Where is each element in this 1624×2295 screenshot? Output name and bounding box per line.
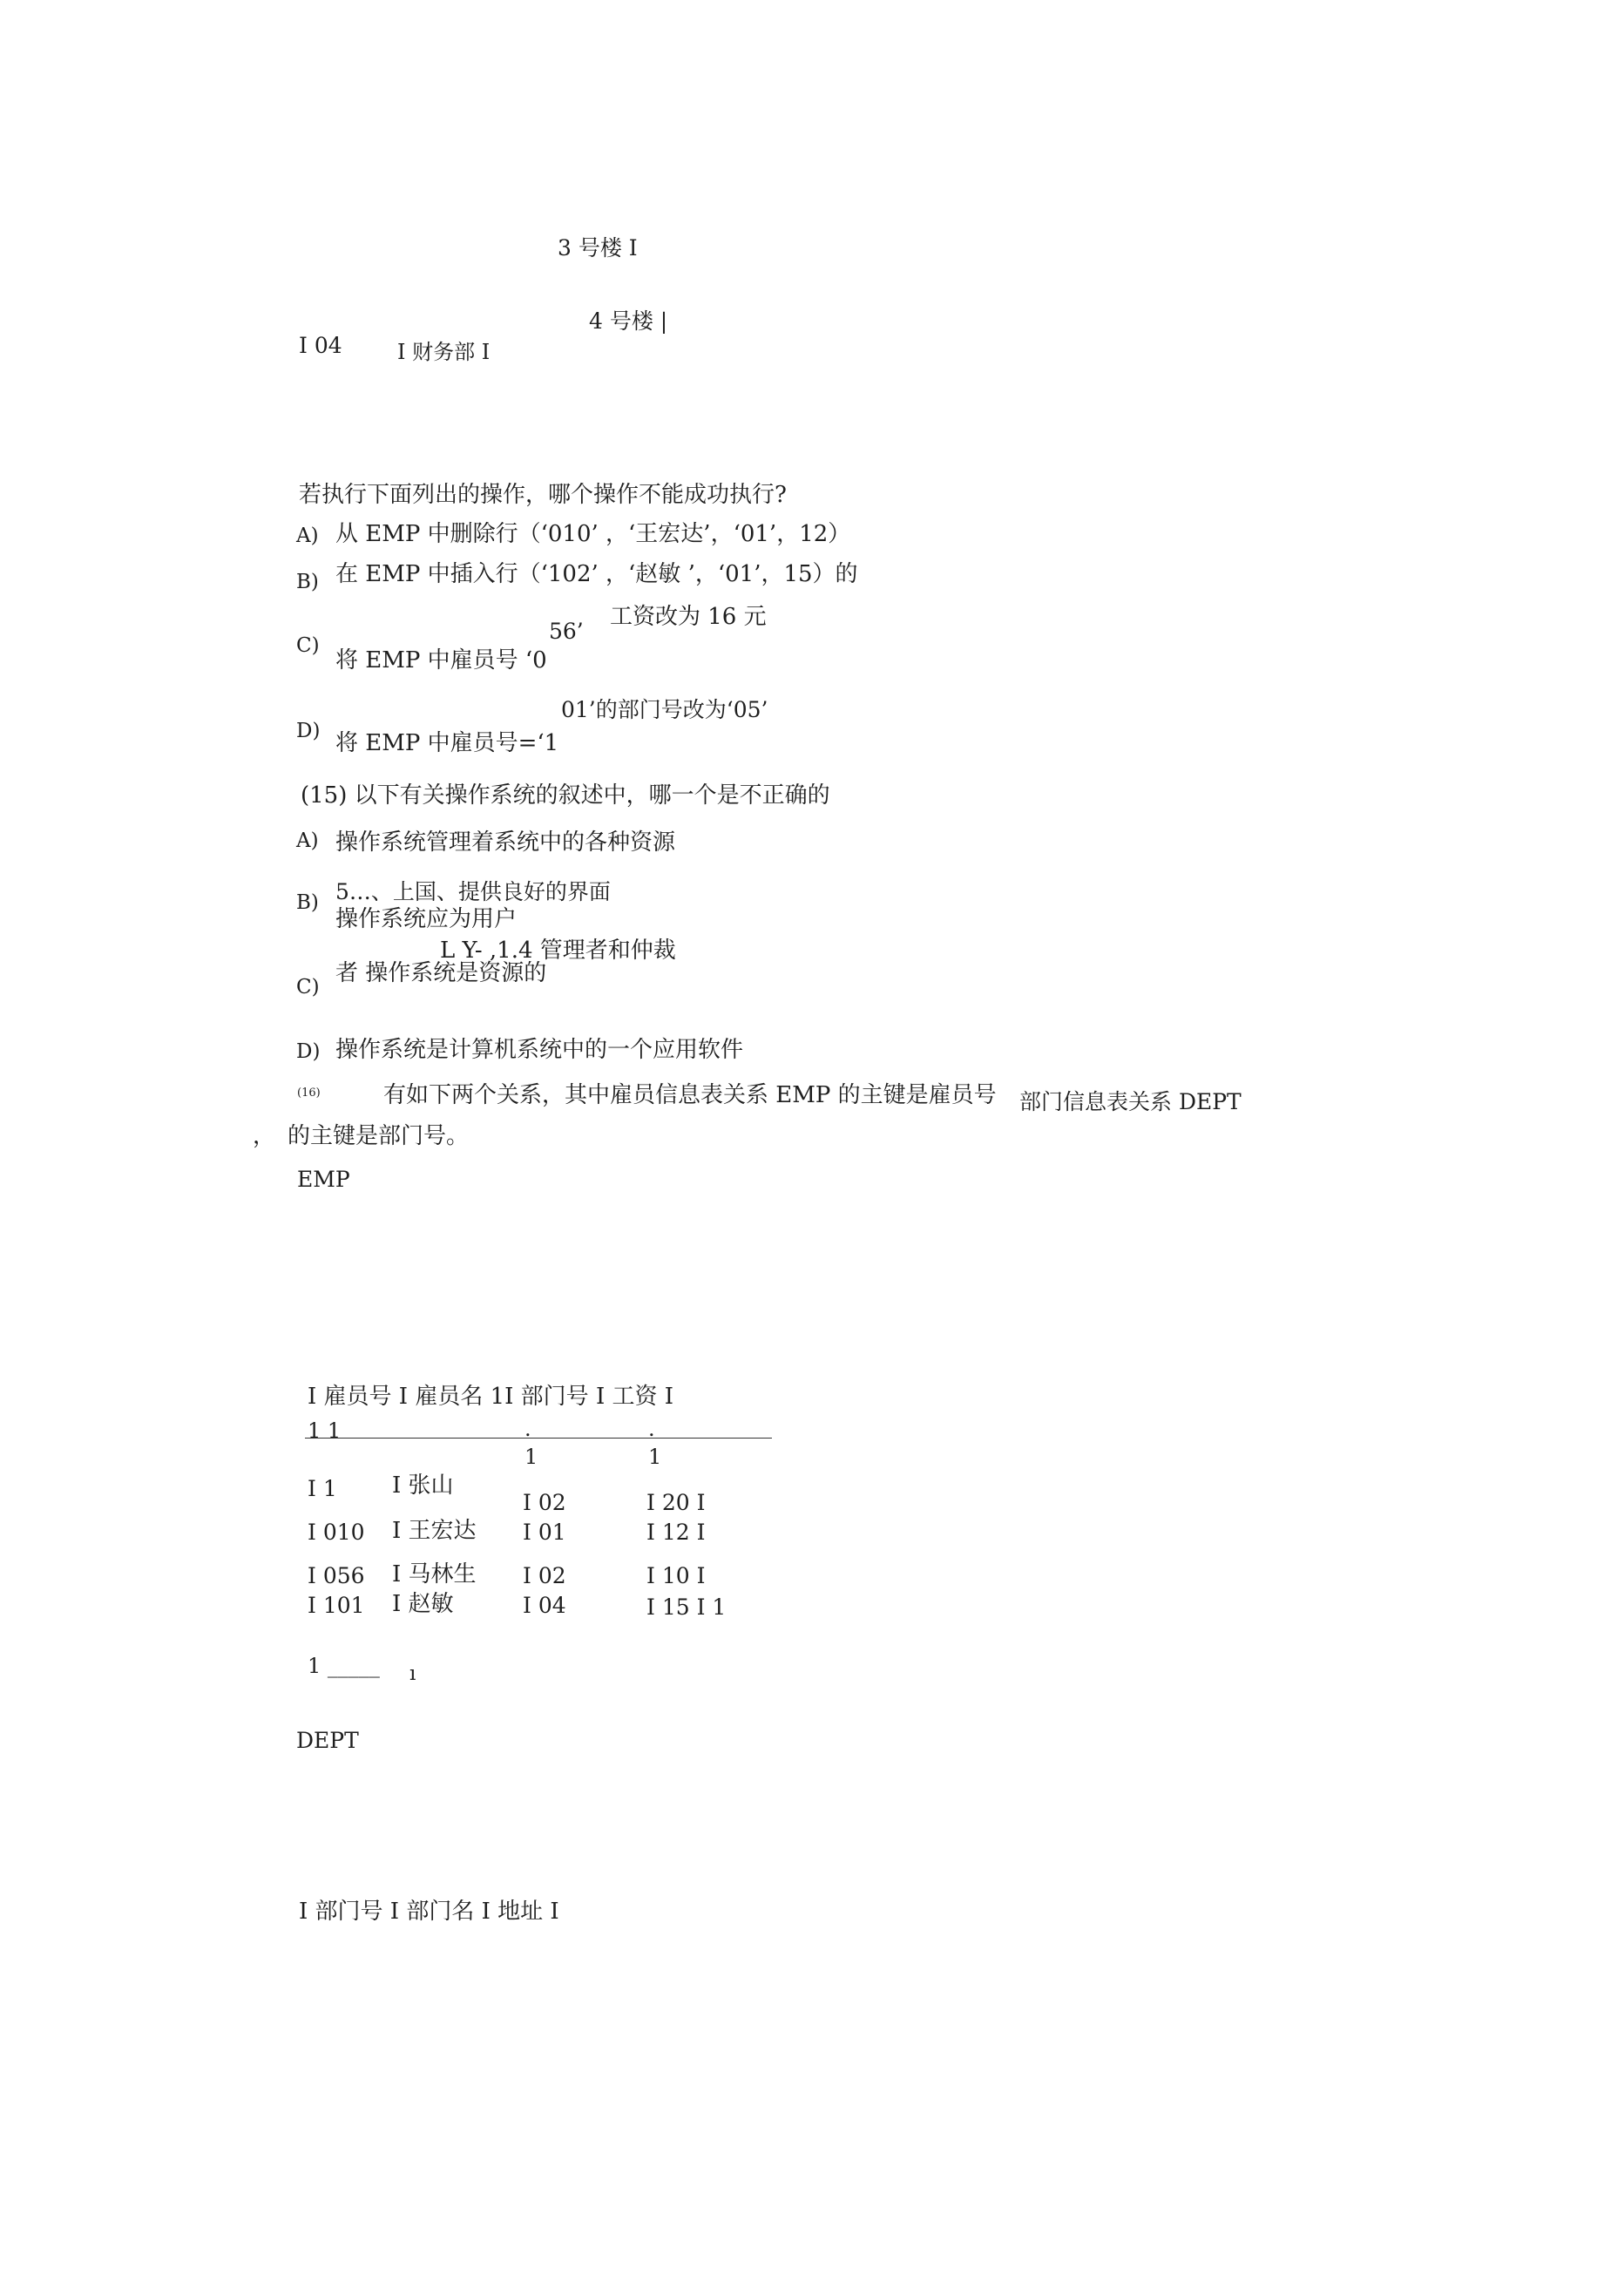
q14-option-c-letter: C) (296, 634, 320, 657)
q14-option-d-letter: D) (296, 720, 321, 742)
emp-row-1-dept-wrap (523, 1490, 592, 1515)
q16-comma: ， (253, 1123, 276, 1149)
q15-option-c-letter: C) (296, 976, 320, 999)
emp-row-4-id: I 101 (308, 1593, 365, 1618)
emp-table-sub-left: 1 1 (308, 1418, 342, 1443)
emp-row-2-pay: I 12 I (646, 1520, 706, 1545)
emp-table-header: I 雇员号 I 雇员名 1I 部门号 I 工资 I (308, 1384, 674, 1410)
q14-stem: 若执行下面列出的操作，哪个操作不能成功执行? (299, 482, 787, 508)
q15-option-a-letter: A) (296, 829, 319, 852)
q14-option-c-frag2: 工资改为 16 元 (610, 604, 767, 630)
emp-table-footer-tick: ı (409, 1662, 416, 1685)
top-table-row-3: 3 号楼 I (558, 235, 638, 261)
q16-text-3: 的主键是部门号。 (288, 1123, 470, 1149)
emp-row-4-pay: I 15 I 1 (646, 1594, 727, 1620)
q15-option-b-cut-wrap (335, 906, 597, 932)
emp-label: EMP (297, 1167, 350, 1192)
top-table-id: I 04 (299, 333, 342, 358)
q15-option-c-cut: L Y- ,1.4 管理者和仲裁 (440, 938, 676, 964)
q15-option-a: 操作系统管理着系统中的各种资源 (335, 829, 676, 856)
emp-row-1-id: I 1 (308, 1476, 337, 1501)
q15-option-b: 5…、上国、提供良好的界面 (335, 879, 611, 904)
q15-stem: (15) 以下有关操作系统的叙述中，哪一个是不正确的 (301, 782, 830, 809)
emp-table-one-b: 1 (648, 1445, 662, 1469)
q14-option-a-letter: A) (296, 525, 319, 547)
dept-label: DEPT (296, 1728, 359, 1753)
top-table-row-4: 4 号楼 | (589, 308, 668, 334)
q15-option-b-letter: B) (296, 891, 319, 914)
q15-option-b-cut: 操作系统应为用户 (335, 906, 518, 932)
emp-row-2-id: I 010 (308, 1520, 365, 1545)
emp-row-1-pay-wrap (646, 1490, 734, 1515)
emp-table-sub-dot-1: . (524, 1417, 531, 1441)
emp-row-4-dept: I 04 (523, 1593, 566, 1618)
emp-table-one-a: 1 (524, 1445, 538, 1469)
q14-option-d-cut-wrap (335, 730, 597, 756)
q15-option-d-letter: D) (296, 1040, 321, 1063)
emp-row-3-pay: I 10 I (646, 1563, 706, 1588)
emp-table-footer: 1 _____ (308, 1654, 380, 1678)
emp-row-1-pay: I 20 I (646, 1490, 706, 1515)
emp-row-3-name: I 马林生 (392, 1561, 477, 1588)
q14-option-d-frag: 01’的部门号改为‘05’ (561, 697, 768, 722)
emp-row-2-name: I 王宏达 (392, 1518, 477, 1544)
emp-table-header-rule (305, 1438, 772, 1439)
emp-table-sub-dot-2: . (648, 1417, 655, 1441)
emp-row-3-id: I 056 (308, 1563, 365, 1588)
q14-option-a: 从 EMP 中删除行（‘010’ ，‘王宏达’，‘01’，12） (335, 521, 851, 547)
q15-option-c-cut-wrap (440, 938, 727, 964)
dept-table-header: I 部门号 I 部门名 I 地址 I (299, 1899, 559, 1925)
q14-option-d-cut: 将 EMP 中雇员号=‘1 (335, 730, 559, 756)
emp-row-1-name: I 张山 (392, 1472, 454, 1499)
q14-option-c-frag1: 56’ (549, 619, 584, 644)
q16-text-2: 部门信息表关系 DEPT (1019, 1089, 1242, 1114)
q15-option-d: 操作系统是计算机系统中的一个应用软件 (335, 1037, 744, 1063)
emp-row-2-dept: I 01 (523, 1520, 566, 1545)
q15-option-c: 者 操作系统是资源的 (335, 960, 547, 986)
q14-option-b: 在 EMP 中插入行（‘102’ ，‘赵敏 ’，‘01’，15）的 (335, 561, 858, 587)
q14-option-c-cut-wrap (335, 647, 649, 674)
emp-row-1-dept: I 02 (523, 1490, 566, 1515)
top-table-name: I 财务部 I (397, 340, 491, 364)
emp-row-4-name: I 赵敏 (392, 1591, 454, 1617)
q14-option-c-cut: 将 EMP 中雇员号 ‘0 (335, 647, 547, 674)
q16-number: (16) (297, 1087, 321, 1100)
q16-text-1: 有如下两个关系，其中雇员信息表关系 EMP 的主键是雇员号 (383, 1082, 997, 1108)
q14-option-b-letter: B) (296, 571, 319, 593)
emp-row-3-dept: I 02 (523, 1563, 566, 1588)
